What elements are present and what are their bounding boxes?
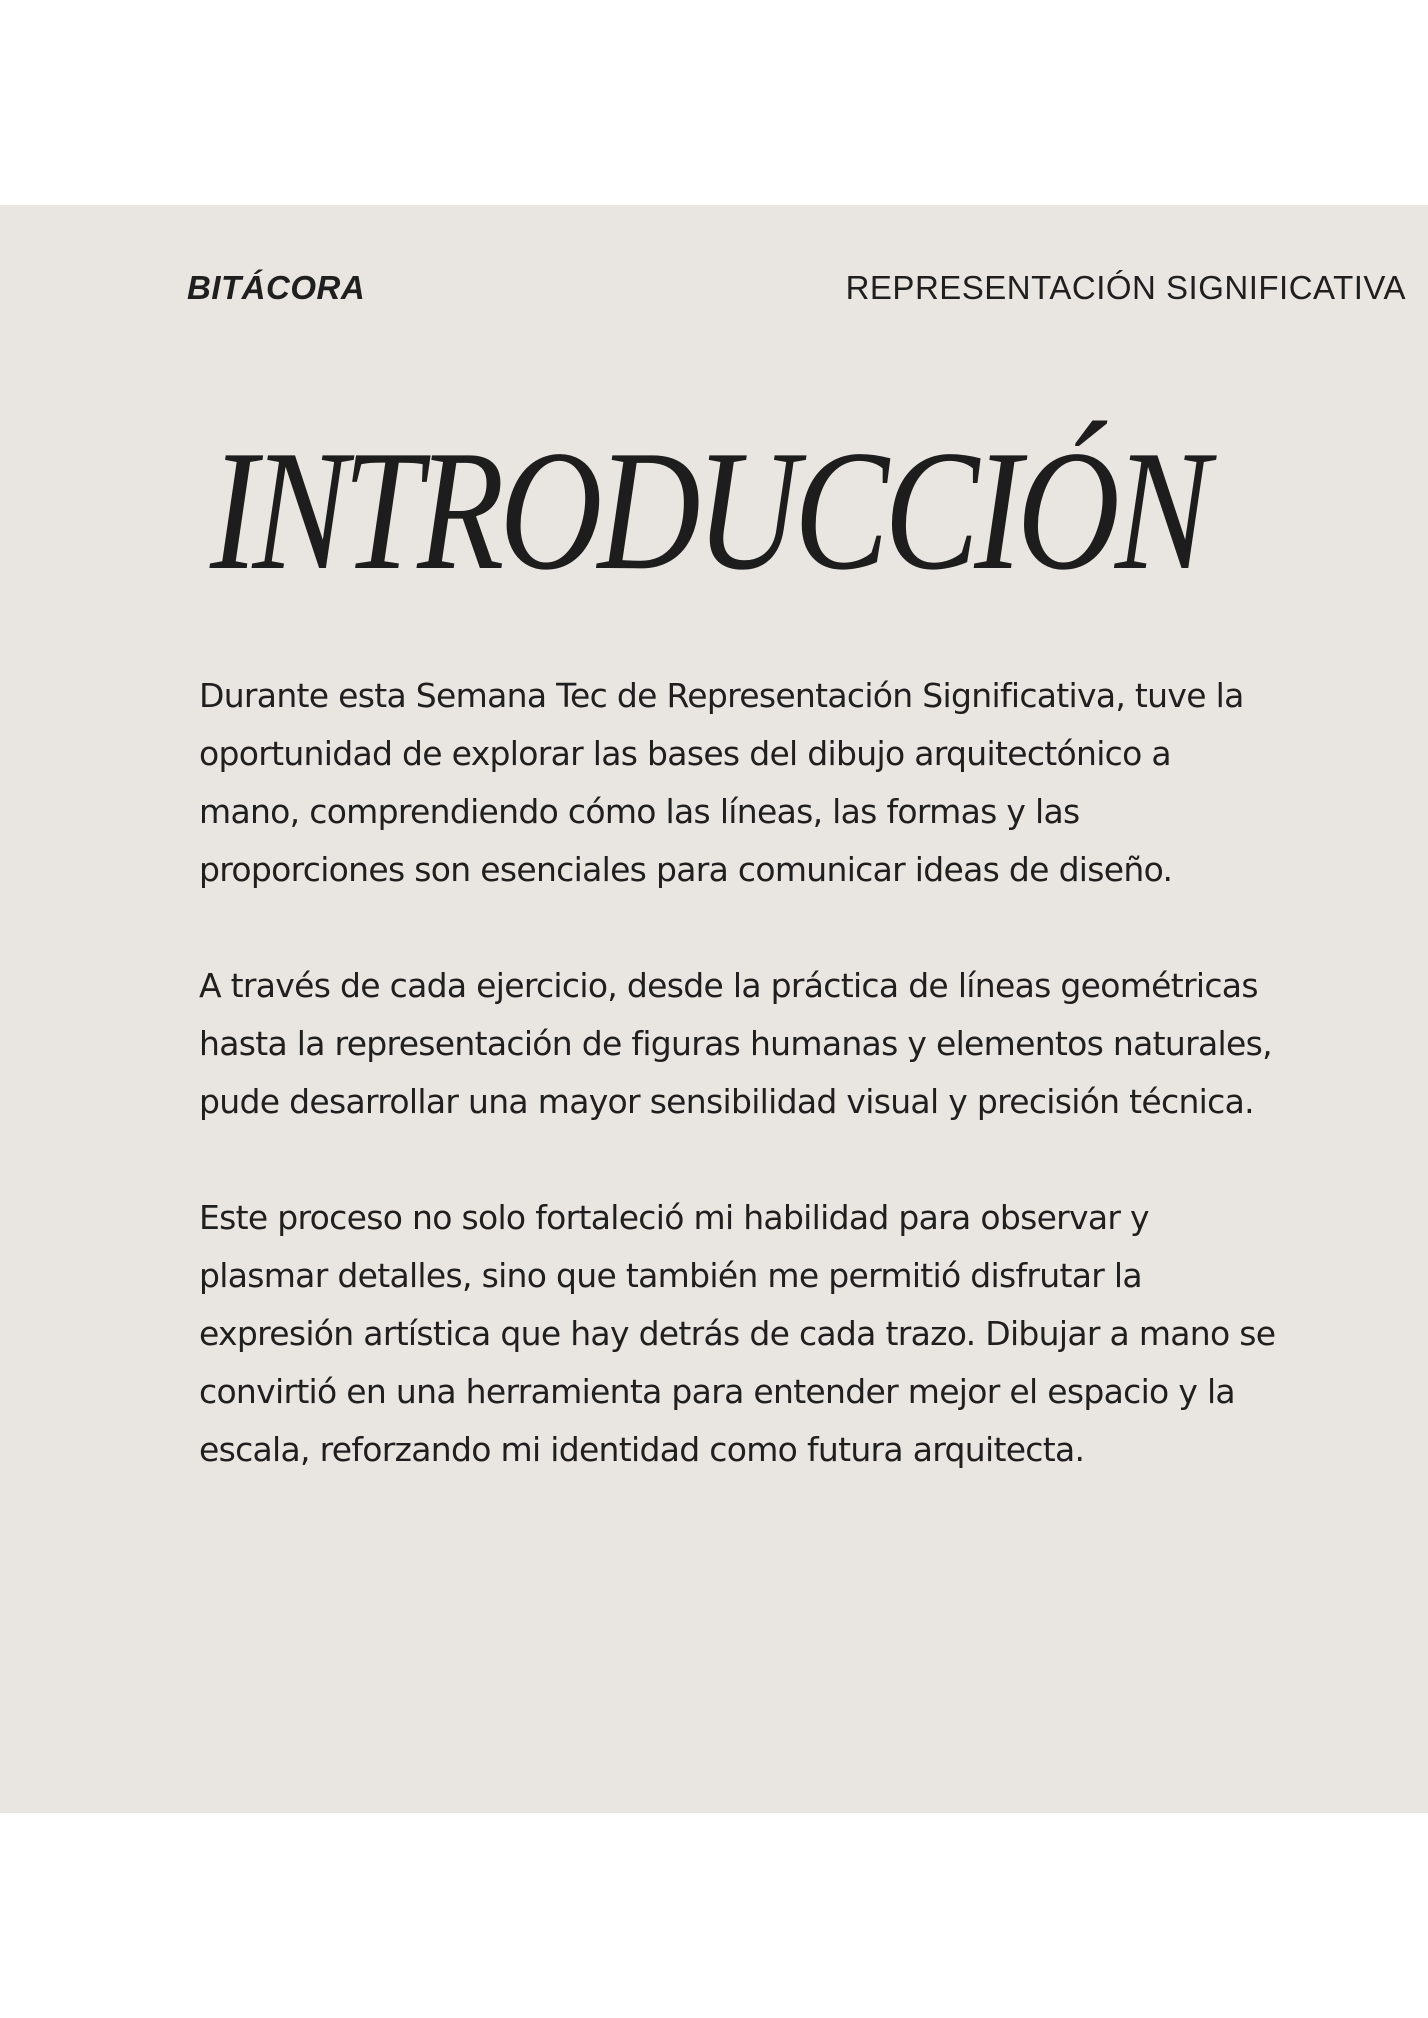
page-title: INTRODUCCIÓN bbox=[210, 416, 1206, 606]
text-line: escala, reforzando mi identidad como futura arquitecta. bbox=[199, 1430, 1085, 1469]
paragraph bbox=[199, 1189, 1339, 1479]
text-line: Este proceso no solo fortaleció mi habilidad para observar y bbox=[199, 1198, 1149, 1237]
header-right-label: REPRESENTACIÓN SIGNIFICATIVA bbox=[845, 269, 1406, 306]
text-line: expresión artística que hay detrás de cada trazo. Dibujar a mano se bbox=[199, 1314, 1276, 1353]
text-line: mano, comprendiendo cómo las líneas, las formas y las bbox=[199, 792, 1080, 831]
paragraph bbox=[199, 667, 1339, 899]
text-line: hasta la representación de figuras humanas y elementos naturales, bbox=[199, 1024, 1272, 1063]
text-line: Durante esta Semana Tec de Representación Significativa, tuve la bbox=[199, 676, 1244, 715]
body-text bbox=[199, 667, 1339, 1537]
text-line: pude desarrollar una mayor sensibilidad visual y precisión técnica. bbox=[199, 1082, 1254, 1121]
text-line: oportunidad de explorar las bases del dibujo arquitectónico a bbox=[199, 734, 1171, 773]
text-line: plasmar detalles, sino que también me permitió disfrutar la bbox=[199, 1256, 1142, 1295]
text-line: convirtió en una herramienta para entender mejor el espacio y la bbox=[199, 1372, 1235, 1411]
page-panel bbox=[0, 205, 1428, 1813]
header-left-label: BITÁCORA bbox=[187, 269, 366, 306]
paragraph bbox=[199, 957, 1339, 1131]
text-line: proporciones son esenciales para comunicar ideas de diseño. bbox=[199, 850, 1173, 889]
text-line: A través de cada ejercicio, desde la práctica de líneas geométricas bbox=[199, 966, 1258, 1005]
